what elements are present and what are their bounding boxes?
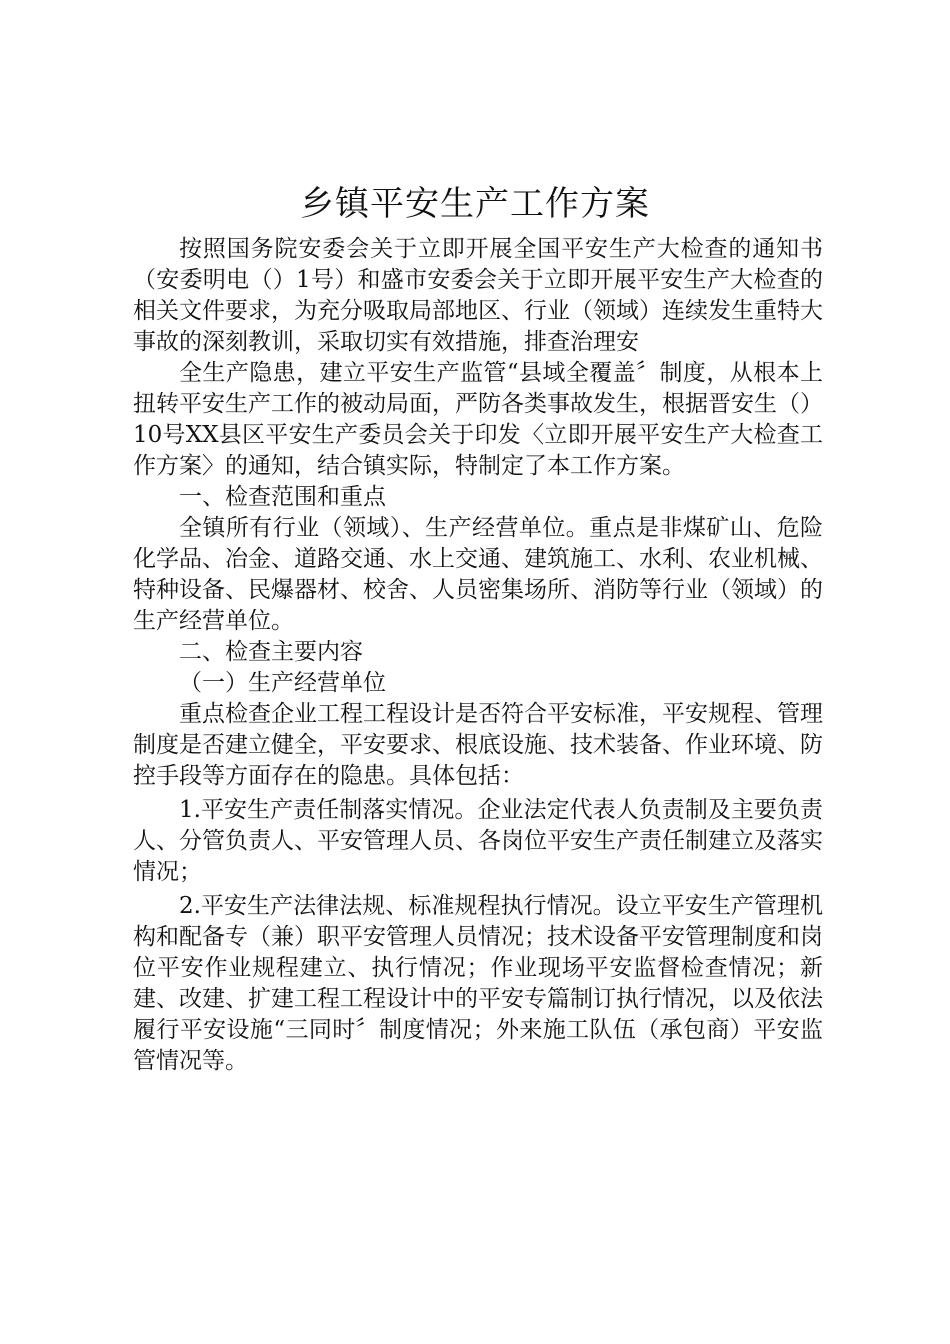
document-title: 乡镇平安生产工作方案: [300, 184, 650, 224]
subsection-heading-units: （一）生产经营单位: [179, 670, 386, 696]
section-heading-scope: 一、检查范围和重点: [179, 484, 386, 510]
list-item-1: 1.平安生产责任制落实情况。企业法定代表人负责制及主要负责人、分管负责人、平安管理人员、各岗位平安生产责任制建立及落实情况；: [133, 797, 823, 885]
paragraph-scope: 全镇所有行业（领域）、生产经营单位。重点是非煤矿山、危险化学品、冶金、道路交通、水上交通、建筑施工、水利、农业机械、特种设备、民爆器材、校舍、人员密集场所、消防等行业（领域）的生产经营单位。: [133, 515, 823, 634]
paragraph-intro-2: 全生产隐患，建立平安生产监管“县域全覆盖〞制度，从根本上扭转平安生产工作的被动局面，严防各类事故发生，根据晋安生（）10号XX县区平安生产委员会关于印发〈立即开展平安生产大检查工作方案〉的通知，结合镇实际，特制定了本工作方案。: [133, 360, 823, 479]
document-body: [133, 234, 823, 1077]
paragraph-intro-1: 按照国务院安委会关于立即开展全国平安生产大检查的通知书（安委明电（）1号）和盛市安委会关于立即开展平安生产大检查的相关文件要求，为充分吸取局部地区、行业（领域）连续发生重特大事故的深刻教训，采取切实有效措施，排查治理安: [133, 236, 823, 355]
list-item-2: 2.平安生产法律法规、标准规程执行情况。设立平安生产管理机构和配备专（兼）职平安管理人员情况；技术设备平安管理制度和岗位平安作业规程建立、执行情况；作业现场平安监督检查情况；新建、改建、扩建工程工程设计中的平安专篇制订执行情况，以及依法履行平安设施“三同时〞制度情况；外来施工队伍（承包商）平安监管情况等。: [133, 893, 823, 1074]
paragraph-units: 重点检查企业工程工程设计是否符合平安标准，平安规程、管理制度是否建立健全，平安要求、根底设施、技术装备、作业环境、防控手段等方面存在的隐患。具体包括：: [133, 701, 823, 789]
section-heading-content: 二、检查主要内容: [179, 639, 363, 665]
